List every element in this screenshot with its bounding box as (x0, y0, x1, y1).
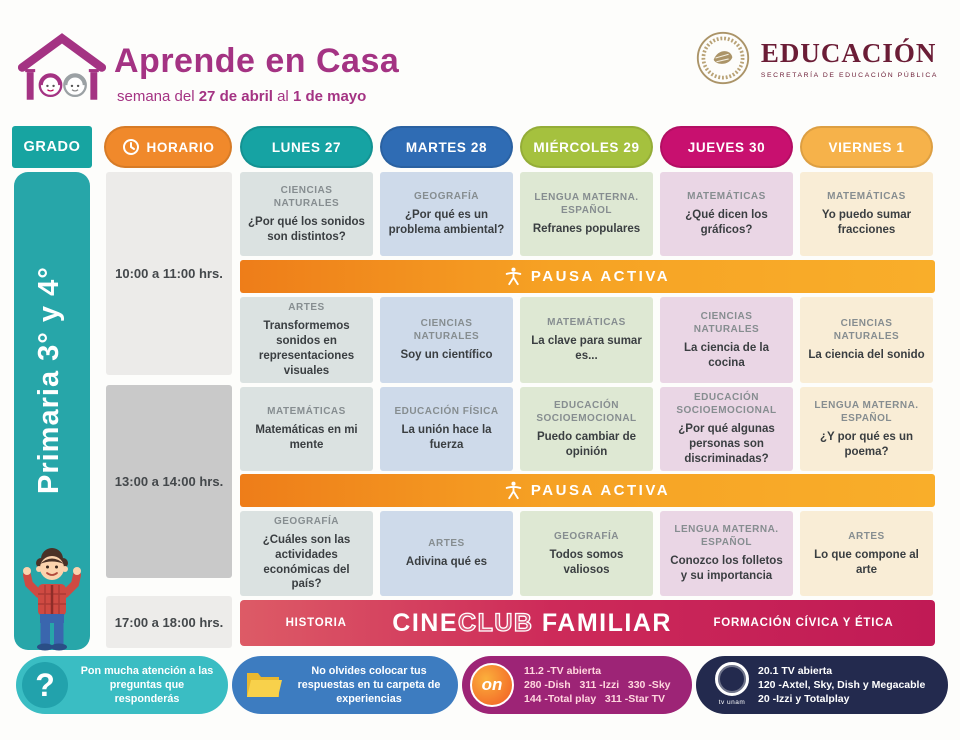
topic-label: ¿Por qué los sonidos son distintos? (248, 215, 365, 243)
tip-folder-pill (232, 656, 458, 714)
subject-label: LENGUA MATERNA. ESPAÑOL (534, 192, 639, 217)
sep-seal-icon (695, 30, 751, 86)
time-block-midday: 13:00 a 14:00 hrs. (106, 385, 232, 578)
subject-label: LENGUA MATERNA. ESPAÑOL (814, 399, 919, 424)
topic-label: ¿Qué dicen los gráficos? (685, 209, 768, 236)
schedule-cell (800, 297, 933, 383)
sep-wordmark (761, 38, 938, 79)
pausa-activa-banner (240, 474, 935, 507)
day-header-martes: MARTES 28 (380, 126, 513, 168)
active-pause-icon (505, 481, 522, 500)
subject-label: EDUCACIÓN FÍSICA (394, 406, 499, 418)
schedule-cell (380, 172, 513, 256)
cineclub-banner (240, 600, 935, 646)
subject-label: GEOGRAFÍA (553, 530, 620, 542)
program-title: Aprende en Casa (114, 42, 400, 80)
topic-label: Matemáticas en mi mente (255, 424, 358, 451)
channel-line: 11.2 -TV abierta (524, 664, 602, 677)
topic-label: La ciencia del sonido (808, 349, 925, 362)
topic-label: Soy un científico (400, 349, 493, 362)
house-kids-icon (16, 26, 108, 111)
horario-label: HORARIO (146, 139, 215, 155)
subject-label: CIENCIAS NATURALES (693, 310, 760, 335)
subject-label: ARTES (288, 302, 325, 314)
schedule-cell (800, 172, 933, 256)
schedule-cell (240, 297, 373, 383)
topic-label: La clave para sumar es... (531, 335, 642, 362)
week-start-date: 27 de abril (198, 88, 273, 105)
topic-label: ¿Por qué algunas personas son discriminadas? (678, 423, 775, 465)
subject-label: EDUCACIÓN SOCIOEMOCIONAL (536, 399, 637, 424)
subject-label: ARTES (848, 530, 885, 542)
subject-label: GEOGRAFÍA (273, 515, 340, 527)
topic-label: Yo puedo sumar fracciones (821, 209, 912, 236)
subject-label: MATEMÁTICAS (827, 191, 906, 203)
sep-logo (695, 30, 938, 86)
topic-label: ¿Cuáles son las actividades económicas del país? (262, 533, 351, 591)
channel-line: 144 -Total play 311 -Star TV (524, 693, 666, 706)
topic-label: Lo que compone al arte (814, 548, 919, 576)
subject-label: MATEMÁTICAS (267, 406, 346, 418)
schedule-cell (380, 387, 513, 471)
schedule-cell (380, 297, 513, 383)
day-header-jueves: JUEVES 30 (660, 126, 793, 168)
schedule-cell (660, 172, 793, 256)
topic-label: ¿Y por qué es un poema? (819, 430, 914, 458)
once-ninos-pill (462, 656, 692, 714)
week-prefix: semana del (117, 88, 199, 105)
topic-label: La unión hace la fuerza (401, 424, 492, 451)
schedule-cell (240, 172, 373, 256)
schedule-cell (660, 297, 793, 383)
once-ninos-channels (524, 664, 671, 707)
civica-label: FORMACIÓN CÍVICA Y ÉTICA (713, 617, 894, 629)
subject-label: GEOGRAFÍA (413, 191, 480, 203)
topic-label: La ciencia de la cocina (683, 341, 769, 369)
subject-label: MATEMÁTICAS (687, 191, 766, 203)
channel-line: 20.1 TV abierta (758, 664, 833, 677)
schedule-cell (520, 172, 653, 256)
day-header-miercoles: MIÉRCOLES 29 (520, 126, 653, 168)
sep-subtitle: SECRETARÍA DE EDUCACIÓN PÚBLICA (760, 71, 938, 79)
question-icon: ? (22, 662, 68, 708)
topic-label: Todos somos valiosos (549, 548, 624, 576)
time-block-evening: 17:00 a 18:00 hrs. (106, 596, 232, 648)
historia-label: HISTORIA (285, 617, 347, 629)
tip-attention-text: Pon mucha atención a las preguntas que responderás (80, 664, 214, 706)
once-ninos-logo: on (470, 663, 514, 707)
day-header-lunes: LUNES 27 (240, 126, 373, 168)
topic-label: Transformemos sonidos en representaciones visuales (258, 320, 355, 377)
grade-label: Primaria 3° y 4° (33, 266, 65, 494)
subject-label: MATEMÁTICAS (547, 317, 626, 329)
week-end-date: 1 de mayo (292, 88, 367, 105)
day-header-viernes: VIERNES 1 (800, 126, 933, 168)
week-middle: al (272, 88, 293, 105)
topic-label: Conozco los folletos y su importancia (670, 555, 783, 582)
subject-label: CIENCIAS NATURALES (413, 318, 480, 343)
topic-label: Puedo cambiar de opinión (536, 430, 637, 458)
sep-name: EDUCACIÓN (760, 37, 937, 68)
clock-icon (122, 138, 140, 156)
cineclub-title-rest: FAMILIAR (533, 608, 672, 637)
schedule-cell (240, 511, 373, 596)
schedule-cell (240, 387, 373, 471)
active-pause-icon (505, 267, 522, 286)
pausa-activa-label: PAUSA ACTIVA (530, 268, 671, 285)
tv-unam-logo (710, 662, 754, 706)
schedule-cell (660, 387, 793, 471)
tv-unam-pill (696, 656, 948, 714)
topic-label: Adivina qué es (405, 556, 488, 569)
schedule-cell (520, 511, 653, 596)
tv-unam-ring-icon (715, 662, 749, 696)
subject-label: ARTES (428, 538, 465, 550)
week-subtitle (117, 88, 366, 105)
tv-unam-channels (758, 664, 925, 707)
subject-label: CIENCIAS NATURALES (273, 184, 340, 209)
cineclub-title (392, 609, 672, 638)
schedule-cell (520, 387, 653, 471)
time-block-morning: 10:00 a 11:00 hrs. (106, 172, 232, 375)
channel-line: 20 -Izzi y Totalplay (758, 693, 850, 706)
schedule-cell (800, 387, 933, 471)
cineclub-title-solid: CINE (392, 608, 459, 637)
cineclub-title-outline: CLUB (458, 608, 534, 637)
subject-label: CIENCIAS NATURALES (833, 318, 900, 343)
tip-folder-text: No olvides colocar tus respuestas en tu carpeta de experiencias (297, 664, 441, 706)
grade-band (14, 172, 90, 650)
subject-label: LENGUA MATERNA. ESPAÑOL (674, 524, 779, 549)
topic-label: Refranes populares (532, 223, 641, 236)
folder-icon (244, 667, 284, 706)
schedule-cell (520, 297, 653, 383)
student-illustration (7, 542, 97, 652)
horario-header (104, 126, 232, 168)
channel-line: 120 -Axtel, Sky, Dish y Megacable (758, 678, 926, 691)
schedule-cell (800, 511, 933, 596)
schedule-cell (380, 511, 513, 596)
tv-unam-logo-text: tv unam (718, 699, 746, 706)
pausa-activa-label: PAUSA ACTIVA (530, 482, 671, 499)
pausa-activa-banner (240, 260, 935, 293)
grado-header: GRADO (12, 126, 92, 168)
tip-attention-pill (16, 656, 228, 714)
schedule-cell (660, 511, 793, 596)
topic-label: ¿Por qué es un problema ambiental? (388, 209, 505, 236)
subject-label: EDUCACIÓN SOCIOEMOCIONAL (676, 392, 777, 417)
channel-line: 280 -Dish 311 -Izzi 330 -Sky (524, 678, 671, 691)
